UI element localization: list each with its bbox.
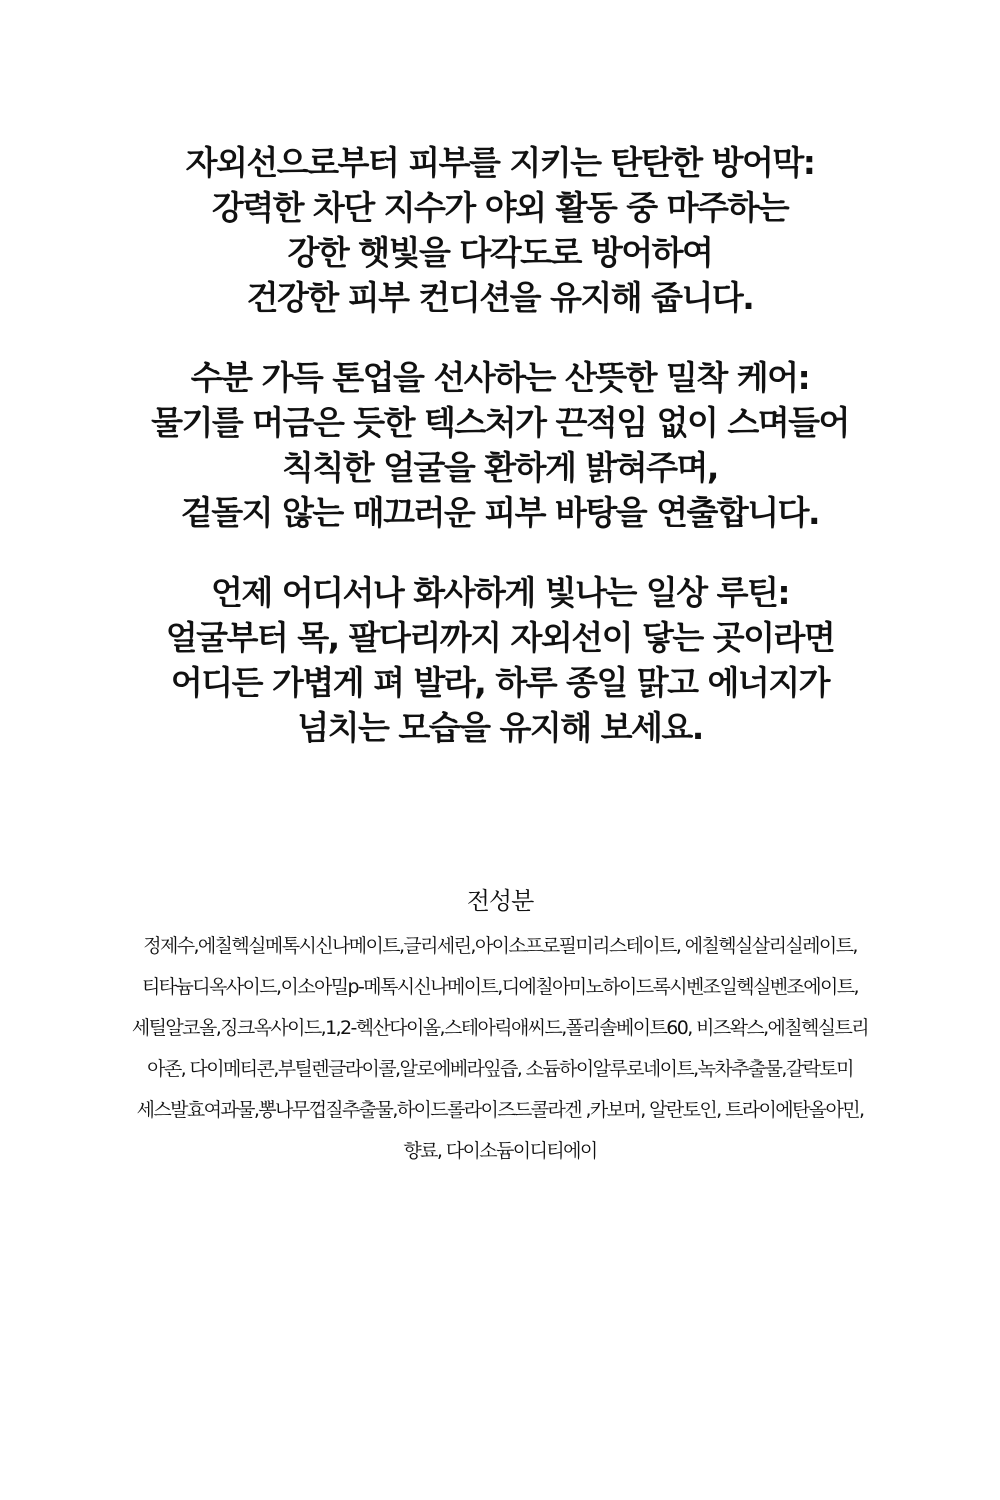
description-paragraph-daily-routine bbox=[50, 570, 950, 750]
description-line: 얼굴부터 목, 팔다리까지 자외선이 닿는 곳이라면 bbox=[165, 618, 835, 657]
ingredients-line: 세틸알코올,징크옥사이드,1,2-헥산다이올,스테아릭애씨드,폴리솔베이트60, 비즈왁스,에칠헥실트리 bbox=[131, 1017, 869, 1039]
description-line: 강한 햇빛을 다각도로 방어하여 bbox=[287, 233, 713, 272]
product-description bbox=[50, 140, 950, 750]
description-line: 넘치는 모습을 유지해 보세요. bbox=[297, 708, 703, 747]
description-line: 칙칙한 얼굴을 환하게 밝혀주며, bbox=[282, 448, 718, 487]
ingredients-line: 향료, 다이소듐이디티에이 bbox=[403, 1140, 597, 1162]
description-paragraph-tone-up bbox=[50, 355, 950, 535]
description-paragraph-uv-protection bbox=[50, 140, 950, 320]
description-line: 언제 어디서나 화사하게 빛나는 일상 루틴: bbox=[210, 573, 790, 612]
ingredients-line: 세스발효여과물,뽕나무껍질추출물,하이드롤라이즈드콜라겐 ,카보머, 알란토인, 트라이에탄올아민, bbox=[136, 1099, 864, 1121]
description-line: 수분 가득 톤업을 선사하는 산뜻한 밀착 케어: bbox=[190, 358, 810, 397]
ingredients-line: 티타늄디옥사이드,이소아밀p-메톡시신나메이트,디에칠아미노하이드록시벤조일헥실벤조에이트, bbox=[142, 976, 858, 998]
description-line: 건강한 피부 컨디션을 유지해 줍니다. bbox=[246, 278, 754, 317]
ingredients-section bbox=[40, 878, 960, 1172]
description-line: 자외선으로부터 피부를 지키는 탄탄한 방어막: bbox=[185, 143, 815, 182]
description-line: 겉돌지 않는 매끄러운 피부 바탕을 연출합니다. bbox=[180, 493, 820, 532]
description-line: 어디든 가볍게 펴 발라, 하루 종일 맑고 에너지가 bbox=[170, 663, 830, 702]
ingredients-title: 전성분 bbox=[466, 887, 534, 915]
ingredients-line: 아존, 다이메티콘,부틸렌글라이콜,알로에베라잎즙, 소듐하이알루로네이트,녹차추출물,갈락토미 bbox=[147, 1058, 853, 1080]
ingredients-line: 정제수,에칠헥실메톡시신나메이트,글리세린,아이소프로필미리스테이트, 에칠헥실살리실레이트, bbox=[143, 935, 857, 957]
description-line: 강력한 차단 지수가 야외 활동 중 마주하는 bbox=[211, 188, 789, 227]
description-line: 물기를 머금은 듯한 텍스처가 끈적임 없이 스며들어 bbox=[151, 403, 849, 442]
